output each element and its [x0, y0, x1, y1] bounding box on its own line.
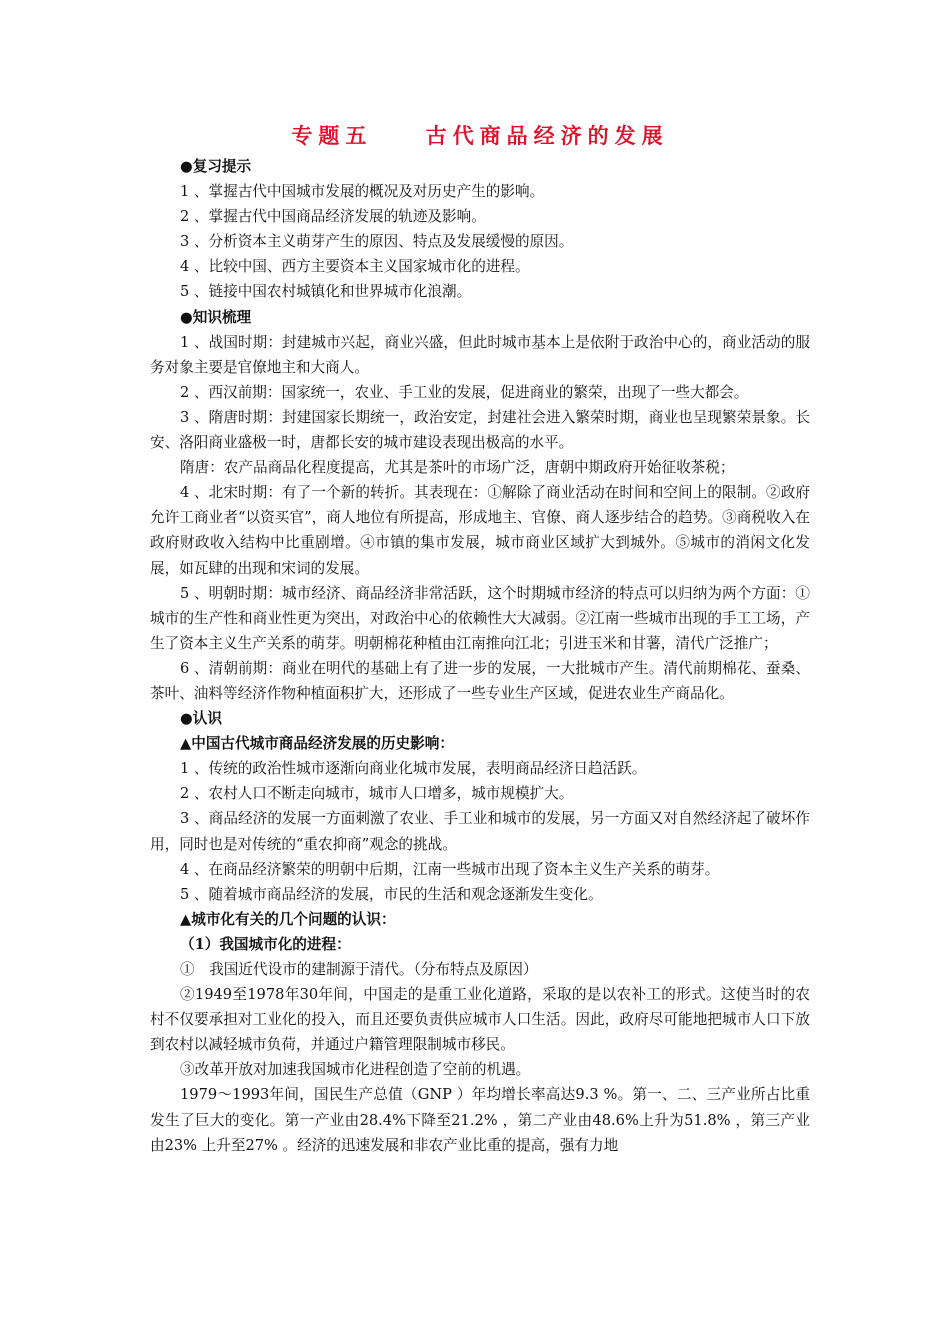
influence-item: 2 、农村人口不断走向城市，城市人口增多，城市规模扩大。: [180, 785, 574, 803]
urbanization-heading: ▲城市化有关的几个问题的认识：: [180, 910, 396, 928]
knowledge-heading: ●知识梳理: [180, 308, 252, 326]
knowledge-paragraph: 5 、明朝时期：城市经济、商品经济非常活跃，这个时期城市经济的特点可以归纳为两个方面：①城市的生产性和商业性更为突出，对政治中心的依赖性大大减弱。②江南一些城市出现的手工工场，产生了资本主义生产关系的萌芽。明朝棉花种植由江南推向江北；引进玉米和甘薯，清代广泛推广；: [150, 584, 810, 652]
review-item: 2 、掌握古代中国商品经济发展的轨迹及影响。: [180, 208, 486, 226]
knowledge-paragraph: 3 、隋唐时期：封建国家长期统一，政治安定，封建社会进入繁荣时期，商业也呈现繁荣景象。长安、洛阳商业盛极一时，唐都长安的城市建设表现出极高的水平。: [150, 408, 810, 452]
knowledge-paragraph: 1 、战国时期：封建城市兴起，商业兴盛，但此时城市基本上是依附于政治中心的，商业活动的服务对象主要是官僚地主和大商人。: [150, 333, 810, 376]
review-item: 5 、链接中国农村城镇化和世界城市化浪潮。: [180, 283, 472, 301]
knowledge-paragraph: 6 、清朝前期：商业在明代的基础上有了进一步的发展，一大批城市产生。清代前期棉花、蚕桑、茶叶、油料等经济作物种植面积扩大，还形成了一些专业生产区域，促进农业生产商品化。: [150, 659, 810, 702]
knowledge-paragraph: 2 、西汉前期：国家统一，农业、手工业的发展，促进商业的繁荣，出现了一些大都会。: [180, 383, 749, 401]
influence-item: 4 、在商品经济繁荣的明朝中后期，江南一些城市出现了资本主义生产关系的萌芽。: [180, 860, 720, 878]
knowledge-paragraph: 隋唐：农产品商品化程度提高，尤其是茶叶的市场广泛，唐朝中期政府开始征收茶税；: [180, 459, 735, 477]
urbanization-paragraph: ③改革开放对加速我国城市化进程创造了空前的机遇。: [180, 1061, 531, 1079]
urbanization-subheading: （1）我国城市化的进程：: [180, 935, 351, 953]
influence-item: 1 、传统的政治性城市逐渐向商业化城市发展，表明商品经济日趋活跃。: [180, 760, 647, 778]
review-item: 3 、分析资本主义萌芽产生的原因、特点及发展缓慢的原因。: [180, 233, 574, 251]
urbanization-paragraph: ②1949至1978年30年间，中国走的是重工业化道路，采取的是以农补工的形式。这使当时的农村不仅要承担对工业化的投入，而且还要负责供应城市人口生活。因此，政府尽可能地把城市人口下放到农村以减轻城市负荷，并通过户籍管理限制城市移民。: [150, 986, 810, 1054]
influence-heading: ▲中国古代城市商品经济发展的历史影响：: [180, 735, 454, 753]
page-title: 专题五 古代商品经济的发展: [291, 123, 669, 148]
urbanization-paragraph: 1979～1993年间，国民生产总值（GNP ）年均增长率高达9.3 %。第一、二、三产业所占比重发生了巨大的变化。第一产业由28.4%下降至21.2% ，第二产业由48.6%上升为51.8% ，第三产业由23% 上升至27% 。经济的迅速发展和非农产业比重的提高，强有力地: [150, 1086, 810, 1154]
review-item: 1 、掌握古代中国城市发展的概况及对历史产生的影响。: [180, 183, 545, 201]
urbanization-paragraph: ① 我国近代设市的建制源于清代。（分布特点及原因）: [180, 961, 538, 978]
review-item: 4 、比较中国、西方主要资本主义国家城市化的进程。: [180, 258, 530, 276]
influence-item: 5 、随着城市商品经济的发展，市民的生活和观念逐渐发生变化。: [180, 885, 603, 903]
influence-item: 3 、商品经济的发展一方面刺激了农业、手工业和城市的发展，另一方面又对自然经济起了破坏作用，同时也是对传统的“重农抑商”观念的挑战。: [150, 810, 810, 853]
document-page: [150, 118, 810, 1158]
knowledge-paragraph: 4 、北宋时期：有了一个新的转折。其表现在：①解除了商业活动在时间和空间上的限制。②政府允许工商业者“以资买官”，商人地位有所提高，形成地主、官僚、商人逐步结合的趋势。③商税收入在政府财政收入结构中比重剧增。④市镇的集市发展，城市商业区域扩大到城外。⑤城市的消闲文化发展，如瓦肆的出现和宋词的发展。: [150, 484, 810, 577]
review-heading: ●复习提示: [180, 158, 252, 175]
understanding-heading: ●认识: [180, 710, 222, 728]
